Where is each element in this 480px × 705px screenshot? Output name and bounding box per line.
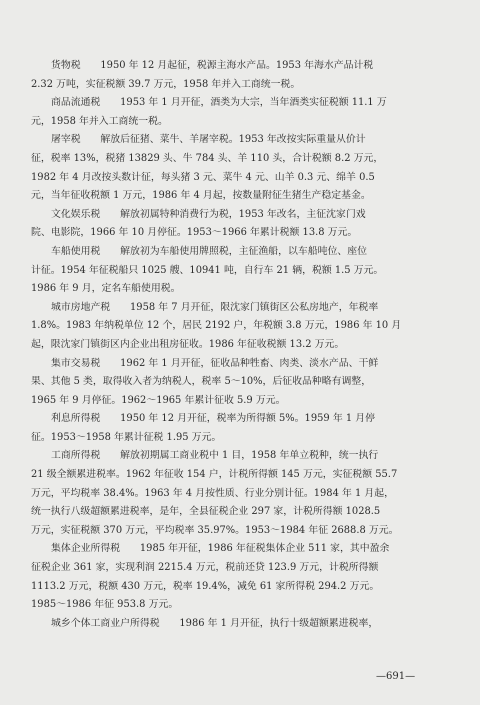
text-line: 车船使用税 解放初为车船使用牌照税，主征渔船，以车船吨位、座位 xyxy=(51,245,368,257)
paragraph-slaughter-tax xyxy=(31,131,467,205)
text-line: 集市交易税 1962 年 1 月开征，征收品种牲畜、肉类、淡水产品、干鲜 xyxy=(51,357,379,369)
paragraph-interest-income-tax xyxy=(31,410,467,447)
text-line: 征，税率 13%，税猪 13829 头、牛 784 头、羊 110 头，合计税额 8.2 万元， xyxy=(31,152,384,164)
paragraph-urban-real-estate-tax xyxy=(31,299,467,355)
text-line: 集体企业所得税 1985 年开征，1986 年征税集体企业 511 家，其中盈余 xyxy=(51,543,390,555)
text-line: 城乡个体工商业户所得税 1986 年 1 月开征，执行十级超额累进税率， xyxy=(51,617,379,629)
body-text xyxy=(31,57,467,633)
text-line: 起，限沈家门镇街区内企业出租房征收。1986 年征收税额 13.2 万元。 xyxy=(31,338,345,350)
text-line: 工商所得税 解放初期属工商业税中 1 目，1958 年单立税种，统一执行 xyxy=(51,450,379,462)
paragraph-market-trade-tax xyxy=(31,355,467,411)
text-line: 果、其他 5 类，取得收入者为纳税人，税率 5～10%，后征收品种略有调整， xyxy=(31,376,372,388)
text-line: 利息所得税 1950 年 12 月开征，税率为所得额 5%。1959 年 1 月停 xyxy=(51,413,376,425)
text-line: 万元，平均税率 38.4%。1963 年 4 月按性质、行业分别计征。1984 年 1 月起， xyxy=(31,487,395,499)
text-line: 征税企业 361 家，实现利润 2215.4 万元，税前还贷 123.9 万元，计税所得额 xyxy=(31,562,379,574)
paragraph-vehicle-vessel-tax xyxy=(31,243,467,299)
text-line: 统一执行八级超额累进税率，是年，全县征税企业 297 家，计税所得额 1028.5 xyxy=(31,506,381,518)
text-line: 城市房地产税 1958 年 7 月开征，限沈家门镇街区公私房地产，年税率 xyxy=(51,301,379,313)
text-line: 征。1953～1958 年累计征税 1.95 万元。 xyxy=(31,431,222,443)
text-line: 1985～1986 年征 953.8 万元。 xyxy=(31,599,179,611)
text-line: 计征。1954 年征税船只 1025 艘、10941 吨，自行车 21 辆，税额 1.5 万元。 xyxy=(31,264,384,276)
paragraph-collective-enterprise-income-tax xyxy=(31,540,467,614)
text-line: 1113.2 万元，税额 430 万元，税率 19.4%，减免 61 家所得税 294.2 万元。 xyxy=(31,580,380,592)
text-line: 文化娱乐税 解放初属特种消费行为税，1953 年改名，主征沈家门戏 xyxy=(51,208,366,220)
text-line: 商品流通税 1953 年 1 月开征，酒类为大宗，当年酒类实征税额 11.1 万 xyxy=(51,97,387,109)
text-line: 2.32 万吨，实征税额 39.7 万元，1958 年并入工商统一税。 xyxy=(31,78,301,90)
paragraph-entertainment-tax xyxy=(31,206,467,243)
text-line: 1986 年 9 月，定名车船使用税。 xyxy=(31,283,181,295)
paragraph-goods-tax xyxy=(31,57,467,94)
text-line: 21 级全额累进税率。1962 年征收 154 户，计税所得额 145 万元，实征税额 55.7 xyxy=(31,469,398,481)
text-line: 元，1958 年并入工商统一税。 xyxy=(31,115,168,127)
paragraph-business-income-tax xyxy=(31,447,467,540)
text-line: 1982 年 4 月改按头数计征，每头猪 3 元、菜牛 4 元、山羊 0.3 元、绵羊 0.5 xyxy=(31,171,375,183)
text-line: 货物税 1950 年 12 月起征，税源主海水产品。1953 年海水产品计税 xyxy=(51,60,374,71)
paragraph-individual-business-income-tax xyxy=(31,615,467,634)
text-line: 屠宰税 解放后征猪、菜牛、羊屠宰税。1953 年改按实际重量从价计 xyxy=(51,134,366,146)
text-line: 万元，实征税额 370 万元，平均税率 35.97%。1953～1984 年征 2688.8 万元。 xyxy=(31,524,399,536)
page-number: —691— xyxy=(376,671,416,682)
text-line: 1.8%。1983 年纳税单位 12 个，居民 2192 户，年税额 3.8 万元，1986 年 10 月 xyxy=(31,320,402,332)
paragraph-commodity-circulation-tax xyxy=(31,94,467,131)
text-line: 元，当年征收税额 1 万元，1986 年 4 月起，按数量附征生猪生产稳定基金。 xyxy=(31,190,371,202)
text-line: 1965 年 9 月停征。1962～1965 年累计征收 5.9 万元。 xyxy=(31,394,286,406)
text-line: 院、电影院，1966 年 10 月停征。1953～1966 年累计税额 13.8 万元。 xyxy=(31,227,358,239)
